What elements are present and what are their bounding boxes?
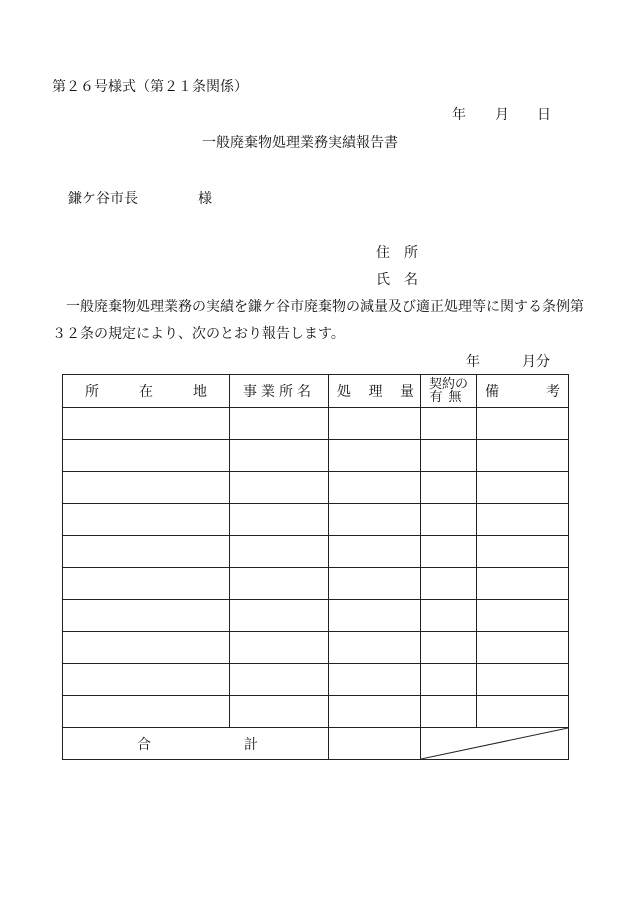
- header-quantity-char: 処: [337, 384, 351, 400]
- total-row: [63, 728, 569, 760]
- header-quantity-char: 量: [400, 384, 414, 400]
- header-contract-line1: 契約の: [428, 377, 468, 392]
- contract-cell[interactable]: [421, 536, 477, 568]
- total-quantity-cell[interactable]: [329, 728, 421, 760]
- header-office-name: [230, 375, 329, 408]
- table-body: [63, 408, 569, 728]
- office-name-cell[interactable]: [230, 504, 329, 536]
- quantity-cell[interactable]: [329, 696, 421, 728]
- contract-cell[interactable]: [421, 696, 477, 728]
- contract-cell[interactable]: [421, 664, 477, 696]
- location-cell[interactable]: [63, 664, 230, 696]
- remarks-cell[interactable]: [477, 472, 569, 504]
- remarks-cell[interactable]: [477, 632, 569, 664]
- header-remarks-char: 備: [485, 384, 499, 400]
- contract-cell[interactable]: [421, 632, 477, 664]
- table-row: [63, 440, 569, 472]
- table-row: [63, 600, 569, 632]
- contract-cell[interactable]: [421, 600, 477, 632]
- header-location: [63, 375, 230, 408]
- table-row: [63, 536, 569, 568]
- remarks-cell[interactable]: [477, 408, 569, 440]
- office-name-cell[interactable]: [230, 568, 329, 600]
- table-row: [63, 632, 569, 664]
- header-location-char: 地: [193, 384, 207, 400]
- body-text-content: 一般廃棄物処理業務の実績を鎌ケ谷市廃棄物の減量及び適正処理等に関する条例第３２条の規定により、次のとおり報告します。: [52, 299, 584, 342]
- form-number: 第２６号様式（第２１条関係）: [52, 79, 248, 95]
- quantity-cell[interactable]: [329, 568, 421, 600]
- location-cell[interactable]: [63, 536, 230, 568]
- date-year: 年: [452, 107, 466, 123]
- contract-cell[interactable]: [421, 504, 477, 536]
- quantity-cell[interactable]: [329, 440, 421, 472]
- office-name-cell[interactable]: [230, 440, 329, 472]
- period-year: 年: [466, 354, 480, 370]
- remarks-cell[interactable]: [477, 600, 569, 632]
- quantity-cell[interactable]: [329, 408, 421, 440]
- date-day: 日: [537, 107, 551, 123]
- total-label-char: 合: [137, 736, 151, 753]
- quantity-cell[interactable]: [329, 664, 421, 696]
- remarks-cell[interactable]: [477, 568, 569, 600]
- contract-cell[interactable]: [421, 472, 477, 504]
- location-cell[interactable]: [63, 696, 230, 728]
- location-cell[interactable]: [63, 472, 230, 504]
- quantity-cell[interactable]: [329, 632, 421, 664]
- header-remarks: [477, 375, 569, 408]
- office-name-cell[interactable]: [230, 472, 329, 504]
- remarks-cell[interactable]: [477, 536, 569, 568]
- contract-cell[interactable]: [421, 408, 477, 440]
- body-text: [52, 294, 587, 348]
- table-row: [63, 696, 569, 728]
- quantity-cell[interactable]: [329, 600, 421, 632]
- table-row: [63, 504, 569, 536]
- addressee-honorific: 様: [198, 191, 212, 207]
- remarks-cell[interactable]: [477, 440, 569, 472]
- office-name-cell[interactable]: [230, 664, 329, 696]
- header-location-char: 所: [85, 384, 99, 400]
- reporter-address-label: 住 所: [376, 245, 418, 261]
- total-label-char: 計: [244, 736, 258, 753]
- quantity-cell[interactable]: [329, 472, 421, 504]
- office-name-cell[interactable]: [230, 696, 329, 728]
- office-name-cell[interactable]: [230, 408, 329, 440]
- table-header-row: [63, 375, 569, 408]
- reporter-name-label: 氏 名: [376, 272, 418, 288]
- location-cell[interactable]: [63, 408, 230, 440]
- location-cell[interactable]: [63, 600, 230, 632]
- table-row: [63, 408, 569, 440]
- total-diagonal-cell: [421, 728, 569, 760]
- office-name-cell[interactable]: [230, 600, 329, 632]
- location-cell[interactable]: [63, 632, 230, 664]
- header-contract: [421, 375, 477, 408]
- header-quantity-char: 理: [368, 384, 383, 400]
- date-month: 月: [495, 107, 509, 123]
- diagonal-line: [421, 728, 568, 759]
- table-row: [63, 472, 569, 504]
- office-name-cell[interactable]: [230, 632, 329, 664]
- location-cell[interactable]: [63, 504, 230, 536]
- contract-cell[interactable]: [421, 440, 477, 472]
- remarks-cell[interactable]: [477, 664, 569, 696]
- period-month: 月分: [522, 354, 550, 370]
- quantity-cell[interactable]: [329, 504, 421, 536]
- table-row: [63, 664, 569, 696]
- report-table: [62, 374, 569, 760]
- header-office-name-label: 事業所名: [243, 384, 315, 400]
- header-contract-line2: 有無: [429, 390, 468, 405]
- contract-cell[interactable]: [421, 568, 477, 600]
- total-label-cell: [63, 728, 329, 760]
- addressee-name: 鎌ケ谷市長: [68, 191, 138, 207]
- header-quantity: [329, 375, 421, 408]
- quantity-cell[interactable]: [329, 536, 421, 568]
- remarks-cell[interactable]: [477, 504, 569, 536]
- header-remarks-char: 考: [546, 384, 560, 400]
- document-title: 一般廃棄物処理業務実績報告書: [202, 135, 398, 151]
- remarks-cell[interactable]: [477, 696, 569, 728]
- table-row: [63, 568, 569, 600]
- office-name-cell[interactable]: [230, 536, 329, 568]
- header-location-char: 在: [139, 384, 153, 400]
- location-cell[interactable]: [63, 440, 230, 472]
- location-cell[interactable]: [63, 568, 230, 600]
